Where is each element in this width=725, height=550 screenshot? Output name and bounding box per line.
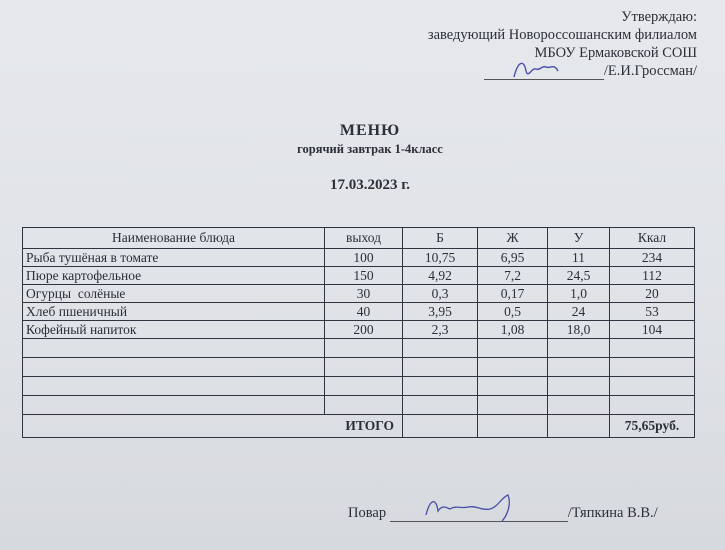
kcal-cell: 112 — [610, 267, 695, 285]
protein-cell: 0,3 — [403, 285, 478, 303]
dish-name: Пюре картофельное — [23, 267, 325, 285]
carbs-cell: 11 — [548, 249, 610, 267]
table-row — [23, 321, 695, 339]
empty-row — [23, 339, 695, 358]
carbs-cell: 24,5 — [548, 267, 610, 285]
fat-cell: 0,5 — [478, 303, 548, 321]
carbs-cell: 24 — [548, 303, 610, 321]
menu-table — [22, 227, 695, 438]
protein-cell: 10,75 — [403, 249, 478, 267]
portion-cell: 100 — [325, 249, 403, 267]
total-row — [23, 415, 695, 438]
director-name: /Е.И.Гроссман/ — [603, 63, 697, 79]
portion-cell: 30 — [325, 285, 403, 303]
approval-heading: Утверждаю: — [621, 9, 697, 25]
empty-row — [23, 396, 695, 415]
table-row — [23, 285, 695, 303]
approval-organization: МБОУ Ермаковской СОШ — [534, 45, 697, 61]
carbs-cell: 18,0 — [548, 321, 610, 339]
cook-label: Повар — [348, 505, 387, 521]
column-header: выход — [325, 228, 403, 249]
kcal-cell: 53 — [610, 303, 695, 321]
menu-date: 17.03.2023 г. — [329, 177, 411, 193]
fat-cell: 6,95 — [478, 249, 548, 267]
column-header: Наименование блюда — [23, 228, 325, 249]
table-row — [23, 267, 695, 285]
table-row — [23, 249, 695, 267]
kcal-cell: 104 — [610, 321, 695, 339]
director-signature-image — [484, 57, 604, 83]
kcal-cell: 20 — [610, 285, 695, 303]
cook-signature-line — [390, 507, 568, 522]
approval-signature-row — [428, 62, 697, 80]
cook-name: /Тяпкина В.В./ — [567, 505, 658, 521]
table-row — [23, 303, 695, 321]
column-header: Ккал — [610, 228, 695, 249]
portion-cell: 200 — [325, 321, 403, 339]
total-label: ИТОГО — [23, 415, 403, 438]
menu-title: МЕНЮ — [339, 122, 401, 139]
cook-signature-image — [390, 491, 568, 525]
dish-name: Кофейный напиток — [23, 321, 325, 339]
cook-signature-block — [348, 505, 658, 522]
kcal-cell: 234 — [610, 249, 695, 267]
fat-cell: 0,17 — [478, 285, 548, 303]
fat-cell: 1,08 — [478, 321, 548, 339]
carbs-cell: 1,0 — [548, 285, 610, 303]
title-block — [200, 122, 540, 194]
protein-cell: 4,92 — [403, 267, 478, 285]
dish-name: Огурцы солёные — [23, 285, 325, 303]
menu-subtitle: горячий завтрак 1-4класс — [297, 142, 443, 156]
total-value: 75,65руб. — [610, 415, 695, 438]
approval-position: заведующий Новороссошанским филиалом — [427, 27, 697, 43]
table-header-row — [23, 228, 695, 249]
fat-cell: 7,2 — [478, 267, 548, 285]
column-header: У — [548, 228, 610, 249]
dish-name: Рыба тушёная в томате — [23, 249, 325, 267]
column-header: Ж — [478, 228, 548, 249]
approval-block — [428, 8, 697, 80]
column-header: Б — [403, 228, 478, 249]
protein-cell: 3,95 — [403, 303, 478, 321]
portion-cell: 40 — [325, 303, 403, 321]
director-signature-line — [484, 65, 604, 80]
empty-row — [23, 377, 695, 396]
protein-cell: 2,3 — [403, 321, 478, 339]
portion-cell: 150 — [325, 267, 403, 285]
dish-name: Хлеб пшеничный — [23, 303, 325, 321]
empty-row — [23, 358, 695, 377]
